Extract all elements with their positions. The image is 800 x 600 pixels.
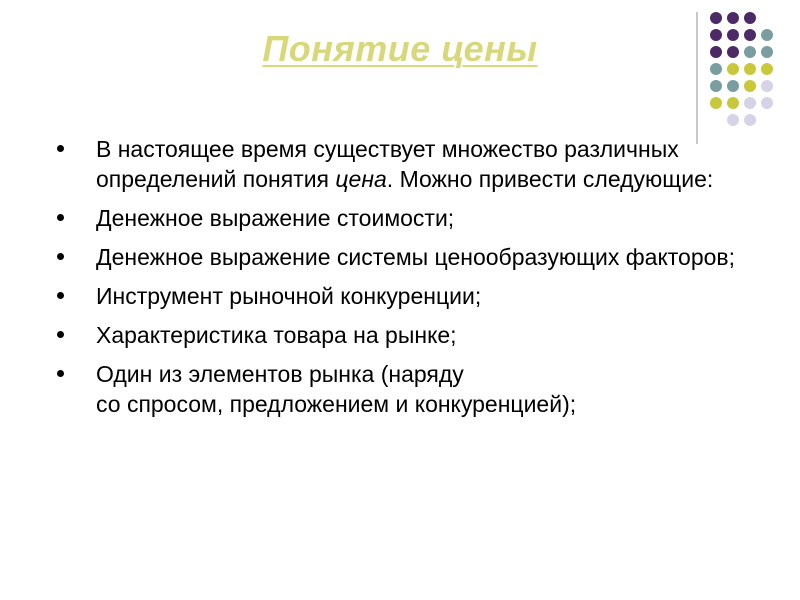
list-item: [56, 242, 736, 272]
decorative-dot: [710, 80, 722, 92]
list-item-text-line1: Один из элементов рынка (наряду: [96, 361, 464, 387]
list-item: [56, 359, 736, 419]
list-item: [56, 203, 736, 233]
list-item-text: Денежное выражение стоимости;: [96, 205, 455, 231]
decorative-dot: [744, 12, 756, 24]
list-item-text-after: . Можно привести следующие:: [386, 166, 714, 192]
decorative-dot: [761, 97, 773, 109]
list-item-text: Инструмент рыночной конкуренции;: [96, 283, 482, 309]
decorative-dot: [710, 97, 722, 109]
round-bullet-icon: [57, 214, 64, 221]
slide-title: Понятие цены: [262, 28, 538, 69]
decorative-dot: [744, 80, 756, 92]
bullet-list: [56, 134, 736, 428]
list-item: [56, 134, 736, 194]
decorative-dot: [761, 80, 773, 92]
decorative-dot: [727, 114, 739, 126]
decorative-dot: [727, 12, 739, 24]
list-item-italic-term: цена: [335, 166, 387, 192]
decorative-dot: [727, 97, 739, 109]
decorative-dot: [727, 80, 739, 92]
list-item: [56, 320, 736, 350]
round-bullet-icon: [57, 370, 64, 377]
round-bullet-icon: [57, 145, 64, 152]
decorative-dot: [744, 97, 756, 109]
list-item-text-line2: со спросом, предложением и конкуренцией);: [96, 391, 577, 417]
round-bullet-icon: [57, 292, 64, 299]
decorative-dot: [710, 12, 722, 24]
list-item-text: Характеристика товара на рынке;: [96, 322, 457, 348]
list-item-text: Денежное выражение системы ценообразующих факторов;: [96, 244, 736, 270]
decorative-dot: [744, 114, 756, 126]
round-bullet-icon: [57, 253, 64, 260]
list-item: [56, 281, 736, 311]
list-item-text-before: В настоящее время существует множество различных определений понятия: [96, 136, 679, 192]
round-bullet-icon: [57, 331, 64, 338]
